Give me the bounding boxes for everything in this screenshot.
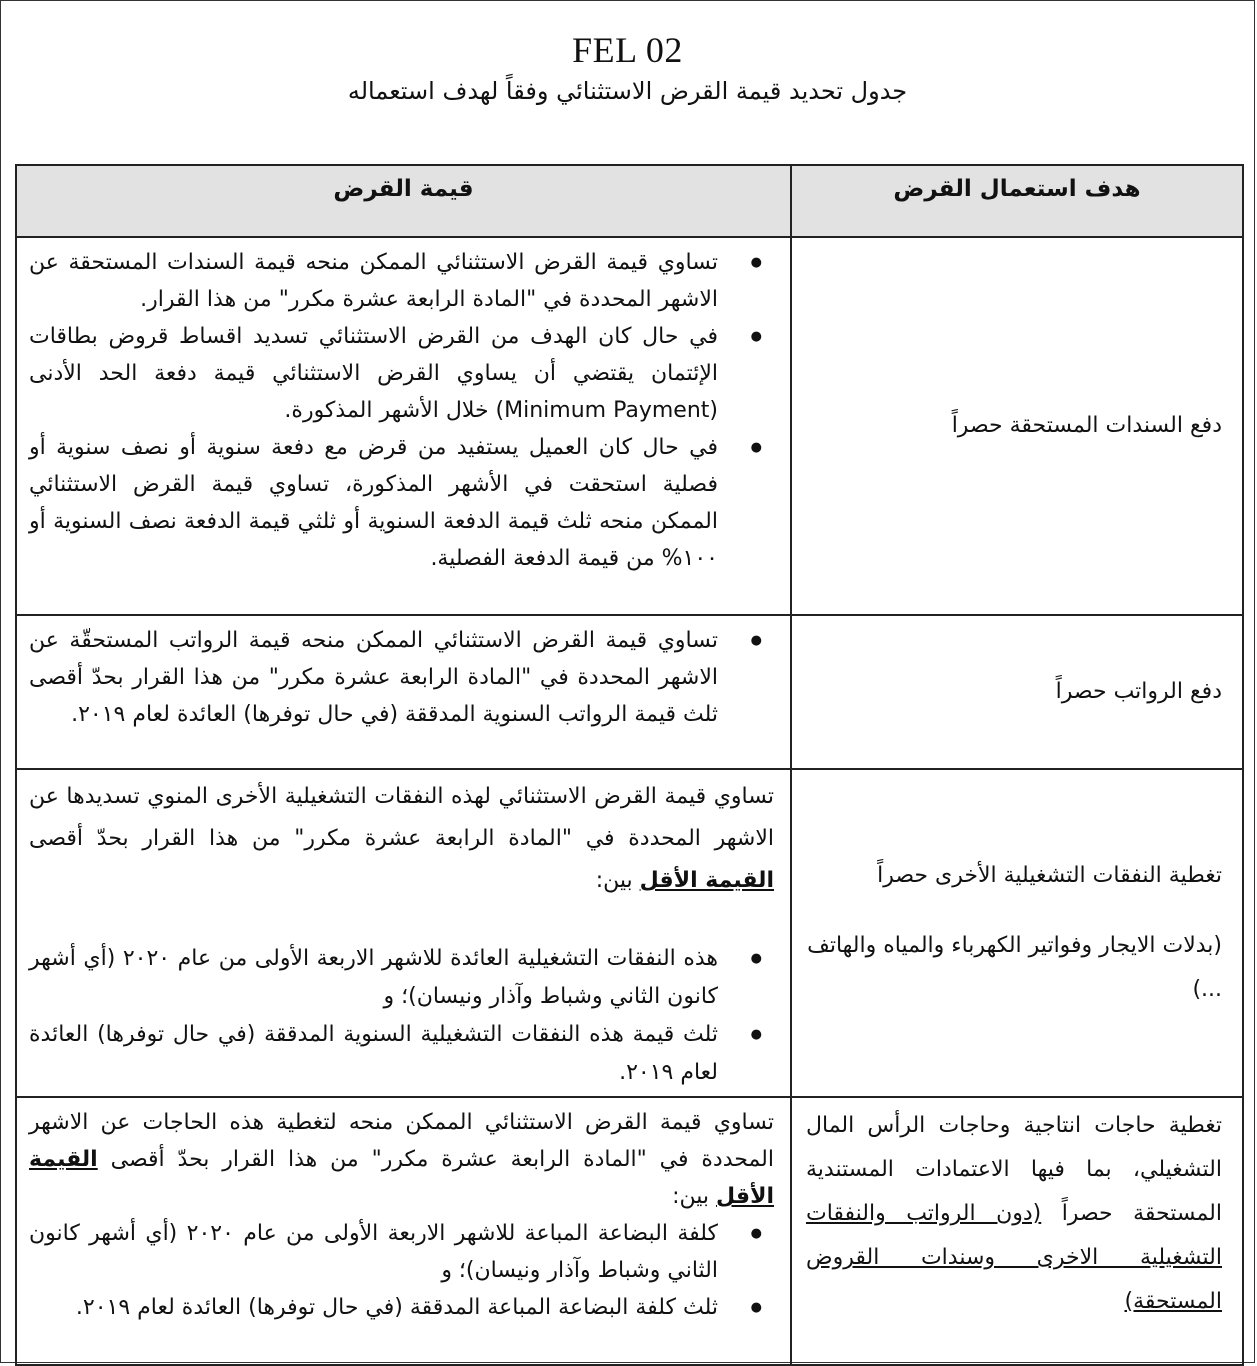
- bullet-item: ● هذه النفقات التشغيلية العائدة للاشهر الاربعة الأولى من عام ٢٠٢٠ (أي أشهر كانون الثاني وشباط وآذار ونيسان)؛ و: [29, 940, 718, 1016]
- emphasis-text: القيمة الأقل: [29, 1147, 774, 1209]
- intro-paragraph: [29, 1104, 774, 1215]
- emphasis-text: القيمة الأقل: [639, 868, 774, 893]
- bullet-item: ● ثلث كلفة البضاعة المباعة المدققة (في حال توفرها) العائدة لعام ٢٠١٩.: [29, 1289, 718, 1326]
- row-purpose: [791, 237, 1243, 615]
- spacer: [29, 902, 774, 940]
- table-header-row: [16, 165, 1243, 237]
- purpose-subtext: (بدلات الايجار وفواتير الكهرباء والمياه والهاتف ...): [807, 933, 1222, 1002]
- table-row: [16, 1097, 1243, 1365]
- bullet-item: ● ثلث قيمة هذه النفقات التشغيلية السنوية المدققة (في حال توفرها) العائدة لعام ٢٠١٩.: [29, 1016, 718, 1092]
- purpose-text: دفع السندات المستحقة حصراً: [951, 413, 1222, 438]
- bullet-item: ● تساوي قيمة القرض الاستثنائي الممكن منحه قيمة الرواتب المستحقّة عن الاشهر المحددة في "المادة الرابعة عشرة مكرر" من هذا القرار بحدّ أقصى ثلث قيمة الرواتب السنوية المدققة (في حال توفرها) العائدة لعام ٢٠١٩.: [29, 622, 718, 733]
- table-row: [16, 237, 1243, 615]
- intro-paragraph: [29, 776, 774, 902]
- intro-text: تساوي قيمة القرض الاستثنائي لهذه النفقات التشغيلية الأخرى المنوي تسديدها عن الاشهر المحددة في "المادة الرابعة عشرة مكرر" من هذا القرار بحدّ أقصى: [29, 784, 774, 851]
- header-purpose: هدف استعمال القرض: [791, 165, 1243, 237]
- row-value: [16, 769, 791, 1097]
- intro-text: تساوي قيمة القرض الاستثنائي الممكن منحه لتغطية هذه الحاجات عن الاشهر المحددة في "المادة الرابعة عشرة مكرر" من هذا القرار بحدّ أقصى: [29, 1110, 774, 1172]
- table-row: [16, 615, 1243, 769]
- row-value: [16, 615, 791, 769]
- intro-end-text: بين:: [672, 1184, 710, 1209]
- header-value: قيمة القرض: [16, 165, 791, 237]
- bullet-list: [29, 1215, 774, 1326]
- purpose-underlined-text: (دون الرواتب والنفقات التشغيلية الاخرى وسندات القروض المستحقة): [806, 1201, 1222, 1314]
- bullet-list: [29, 622, 774, 733]
- bullet-list: [29, 940, 774, 1092]
- row-purpose: [791, 769, 1243, 1097]
- row-purpose: [791, 615, 1243, 769]
- purpose-text: تغطية النفقات التشغيلية الأخرى حصراً: [877, 863, 1222, 888]
- bullet-item: ● في حال كان الهدف من القرض الاستثنائي تسديد اقساط قروض بطاقات الإئتمان يقتضي أن يساوي القرض الاستثنائي قيمة دفعة الحد الأدنى (Minimum Payment) خلال الأشهر المذكورة.: [29, 318, 718, 429]
- document-code: FEL 02: [572, 30, 683, 70]
- intro-end-text: بين:: [595, 868, 633, 893]
- bullet-item: ● تساوي قيمة القرض الاستثنائي الممكن منحه قيمة السندات المستحقة عن الاشهر المحددة في "المادة الرابعة عشرة مكرر" من هذا القرار.: [29, 244, 718, 318]
- bullet-list: [29, 244, 774, 577]
- bullet-item: ● كلفة البضاعة المباعة للاشهر الاربعة الأولى من عام ٢٠٢٠ (أي أشهر كانون الثاني وشباط وآذار ونيسان)؛ و: [29, 1215, 718, 1289]
- table-row: [16, 769, 1243, 1097]
- loan-value-table: [15, 164, 1244, 1366]
- row-value: [16, 1097, 791, 1365]
- bullet-item: ● في حال كان العميل يستفيد من قرض مع دفعة سنوية أو نصف سنوية أو فصلية استحقت في الأشهر المذكورة، تساوي قيمة القرض الاستثنائي الممكن منحه ثلث قيمة الدفعة السنوية أو ثلثي قيمة الدفعة نصف السنوية أو ١٠٠% من قيمة الدفعة الفصلية.: [29, 429, 718, 577]
- purpose-text: تغطية حاجات انتاجية وحاجات الرأس المال التشغيلي، بما فيها الاعتمادات المستندية المستحقة حصراً: [806, 1113, 1222, 1226]
- row-value: [16, 237, 791, 615]
- row-purpose: [791, 1097, 1243, 1365]
- document-title: جدول تحديد قيمة القرض الاستثنائي وفقاً لهدف استعماله: [347, 77, 908, 105]
- purpose-text: دفع الرواتب حصراً: [1055, 679, 1222, 704]
